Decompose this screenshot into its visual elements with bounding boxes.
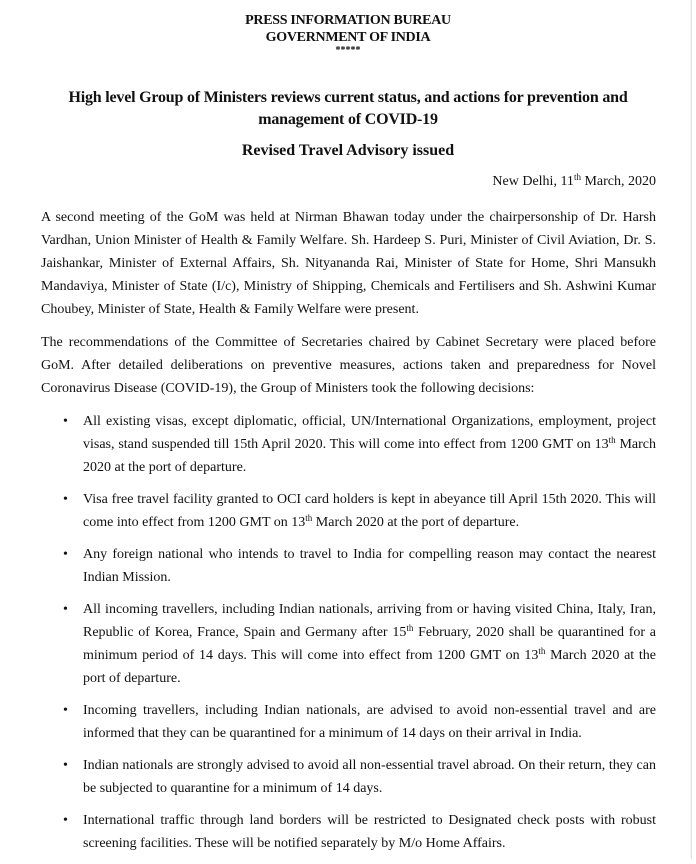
decision-item [41, 543, 656, 589]
press-release-title: High level Group of Ministers reviews current status, and actions for prevention and management of COVID-19 [68, 89, 628, 128]
stars-divider: ***** [335, 45, 361, 56]
text-run: Incoming travellers, including Indian nationals, are advised to avoid non-essential travel and are informed that they can be quarantined for a minimum of 14 days on their arrival in India. [83, 703, 656, 741]
decision-item [41, 699, 656, 745]
text-run: New Delhi, 11 [492, 174, 574, 189]
press-release-body [41, 206, 656, 864]
bullet-icon: • [63, 758, 68, 773]
decision-item [41, 598, 656, 690]
paragraph [41, 206, 656, 321]
bullet-icon: • [63, 547, 68, 562]
text-run: International traffic through land borders will be restricted to Designated check posts with robust screening facilities. These will be notified separately by M/o Home Affairs. [83, 813, 656, 851]
letterhead [0, 12, 696, 56]
text-run: March 2020 at the port of departure. [312, 515, 520, 530]
decision-item [41, 488, 656, 534]
ordinal-suffix: th [608, 435, 616, 445]
text-run: All incoming travellers, including Indian nationals, arriving from or having visited China, Italy, Iran, Republic of Korea, France, Spain and Germany after 15 [83, 602, 656, 640]
page-edge [690, 0, 692, 859]
press-release-subtitle: Revised Travel Advisory issued [241, 142, 455, 159]
bureau-name: PRESS INFORMATION BUREAU [245, 13, 451, 28]
text-run: March 2020 at the port of departure. [83, 437, 656, 475]
decision-item [41, 809, 656, 855]
text-run: The recommendations of the Committee of Secretaries chaired by Cabinet Secretary were placed before GoM. After detailed deliberations on preventive measures, actions taken and preparedness for Novel Coronavirus Disease (COVID-19), the Group of Ministers took the following decisions: [41, 335, 656, 396]
text-run: Visa free travel facility granted to OCI card holders is kept in abeyance till April 15th 2020. This will come into effect from 1200 GMT on 13 [83, 492, 656, 530]
decision-item [41, 410, 656, 479]
bullet-icon: • [63, 492, 68, 507]
text-run: Indian nationals are strongly advised to avoid all non-essential travel abroad. On their return, they can be subjected to quarantine for a minimum of 14 days. [83, 758, 656, 796]
dateline [492, 171, 656, 193]
bullet-icon: • [63, 414, 68, 429]
bullet-icon: • [63, 703, 68, 718]
text-run: A second meeting of the GoM was held at Nirman Bhawan today under the chairpersonship of Dr. Harsh Vardhan, Union Minister of Health & Family Welfare. Sh. Hardeep S. Puri, Minister of Civil Aviation, Dr. S. Jaishankar, Minister of External Affairs, Sh. Nityananda Rai, Minister of State for Home, Shri Mansukh Mandaviya, Minister of State (I/c), Ministry of Shipping, Chemicals and Fertilisers and Sh. Ashwini Kumar Choubey, Minister of State, Health & Family Welfare were present. [41, 210, 656, 317]
text-run: March, 2020 [580, 174, 656, 189]
text-run: February, 2020 shall be quarantined for a minimum period of 14 days. This will come into effect from 1200 GMT on 13 [83, 625, 656, 663]
text-run: March 2020 at the port of departure. [83, 648, 656, 686]
bullet-icon: • [63, 813, 68, 828]
decision-item [41, 754, 656, 800]
text-run: All existing visas, except diplomatic, official, UN/International Organizations, employment, project visas, stand suspended till 15th April 2020. This will come into effect from 1200 GMT on 13 [83, 414, 656, 452]
ordinal-suffix: th [305, 513, 313, 523]
decisions-list [41, 410, 656, 855]
ordinal-suffix: th [538, 646, 546, 656]
ordinal-suffix: th [406, 623, 414, 633]
bullet-icon: • [63, 602, 68, 617]
text-run: Any foreign national who intends to travel to India for compelling reason may contact the nearest Indian Mission. [83, 547, 656, 585]
ordinal-suffix: th [573, 172, 581, 182]
government-name: GOVERNMENT OF INDIA [265, 30, 431, 45]
paragraph [41, 331, 656, 400]
